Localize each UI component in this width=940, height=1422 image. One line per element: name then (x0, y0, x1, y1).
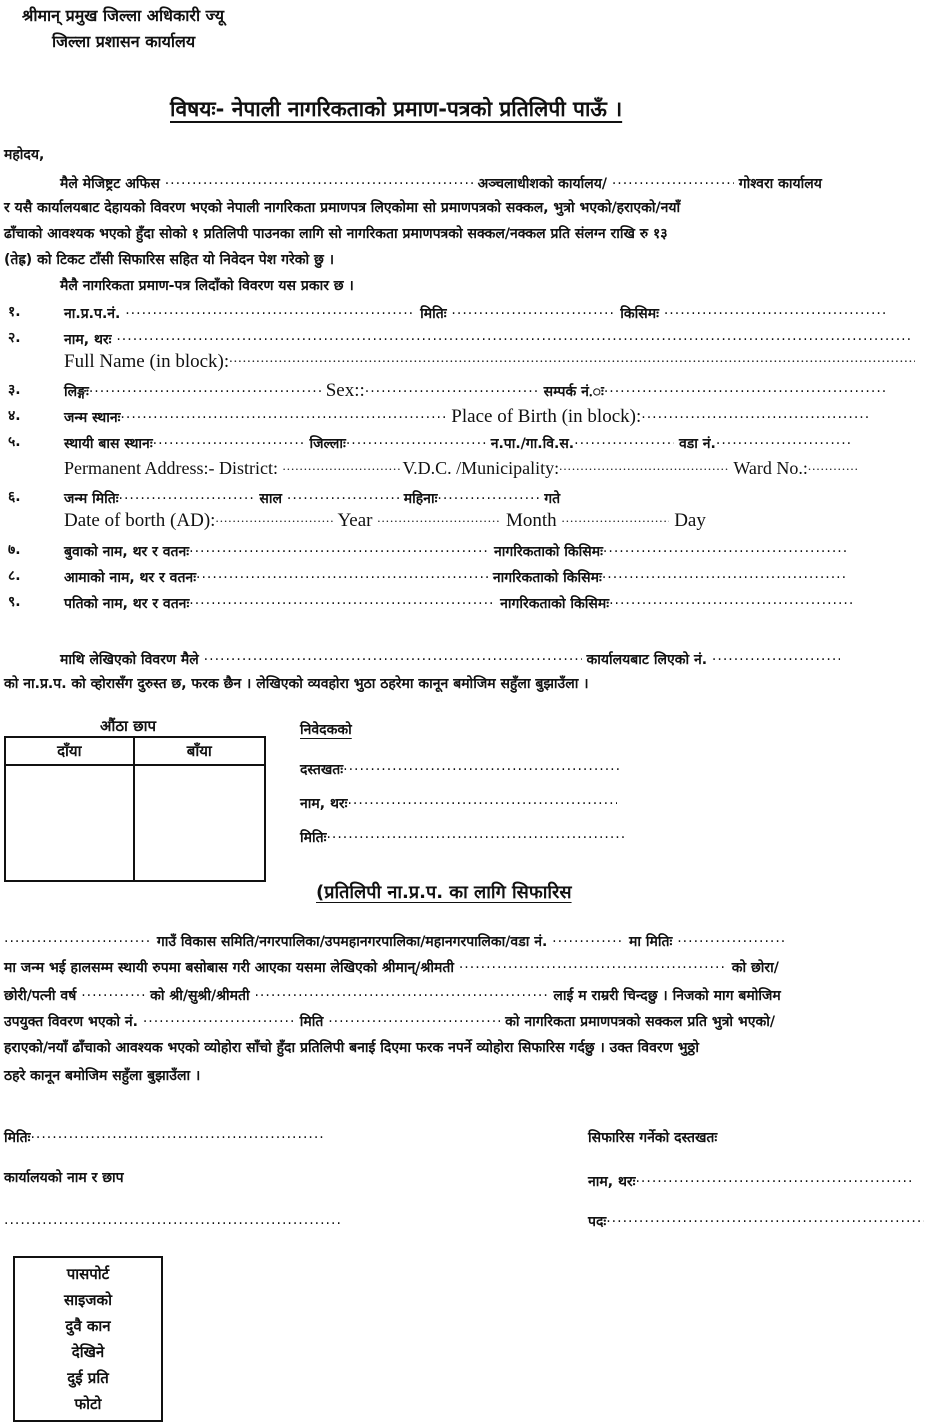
row-number: ३. (8, 382, 21, 398)
recommendation-line-5: हराएको/नयाँ ढाँचाको आवश्यक भएको व्योहोरा साँचो हुँदा प्रतिलिपी बनाई दिएमा फरक नपर्ने व्योहोरा सिफारिस गर्दछु । उक्त विवरण भुठ्ठो (4, 1040, 700, 1056)
contact-label: सम्पर्क नं.ः (543, 384, 604, 400)
vdc-field[interactable] (559, 458, 729, 474)
mother-citizenship-type-field[interactable] (602, 566, 848, 582)
row-number: २. (8, 330, 21, 346)
father-citizenship-type-label: नागरिकताको किसिमः (494, 544, 603, 560)
field-row-5-english (0, 458, 940, 482)
declaration-line-2: को ना.प्र.प. को व्होरासँग दुरुस्त छ, फरक छैन । लेखिएको व्यवहोरा भुठा ठहरेमा कानून बमोजिम सहुँला बुझाउँला । (4, 676, 589, 692)
intro-line-1 (60, 172, 822, 193)
husband-citizenship-type-field[interactable] (609, 592, 855, 608)
gender-field[interactable] (89, 380, 321, 396)
applicant-signature-label: दस्तखतः (300, 762, 344, 778)
right-thumb-header: दाँया (5, 737, 134, 765)
office-blank[interactable] (165, 172, 473, 188)
row-number: ४. (8, 408, 21, 424)
husband-field[interactable] (189, 592, 495, 608)
recommender-signature-label: सिफारिस गर्नेको दस्तखतः (588, 1130, 718, 1146)
applicant-name-label: नाम, थरः (300, 796, 348, 812)
year-field[interactable] (287, 487, 399, 503)
row-number: १. (8, 304, 21, 320)
day-label: गते (544, 491, 561, 507)
row-number: ९. (8, 594, 21, 610)
district-label: जिल्लाः (309, 436, 346, 452)
issuing-office-field[interactable] (204, 648, 582, 664)
field-row-2-english (0, 351, 940, 375)
field-row-9 (0, 592, 940, 616)
intro-line-2: र यसै कार्यालयबाट देहायको विवरण भएको नेपाली नागरिकता प्रमाणपत्र लिएकोमा सो प्रमाणपत्रको सक्कल, भुत्रो भएको/हराएको/नयाँ (4, 200, 681, 216)
full-name-field[interactable] (229, 351, 915, 367)
ad-day-label: Day (674, 510, 706, 531)
name-field[interactable] (116, 328, 911, 344)
applicant-date-field[interactable] (326, 826, 626, 842)
permanent-address-label: स्थायी बास स्थानः (64, 436, 153, 452)
photo-box[interactable] (13, 1256, 163, 1422)
rec-text-4b: मिति (299, 1014, 324, 1030)
office-stamp-row (4, 1212, 340, 1232)
applicant-date-label: मितिः (300, 830, 327, 846)
applicant-name-field[interactable] (347, 792, 617, 808)
field-row-8 (0, 566, 940, 590)
district-field[interactable] (346, 432, 486, 448)
recommender-name-field[interactable] (635, 1170, 913, 1186)
footer-date-field[interactable] (30, 1126, 326, 1142)
name-label: नाम, थरः (64, 332, 112, 348)
declaration-text-b: कार्यालयबाट लिएको नं. (586, 652, 708, 668)
year-label: साल (259, 491, 282, 507)
citizenship-type-field[interactable] (664, 302, 888, 318)
ad-month-field[interactable] (561, 510, 669, 526)
rec-issue-date-field[interactable] (328, 1010, 500, 1026)
rec-text-1a: गाउँ विकास समिति/नगरपालिका/उपमहानगरपालिका/महानगरपालिका/वडा नं. (156, 934, 548, 950)
rec-parent-field[interactable] (254, 984, 548, 1000)
permanent-district-label: Permanent Address:- District: (64, 458, 278, 478)
rec-text-4a: उपयुक्त विवरण भएको नं. (4, 1014, 138, 1030)
row-number: ८. (8, 568, 21, 584)
recommendation-line-1 (4, 930, 787, 951)
field-row-6 (0, 487, 940, 511)
full-name-label: Full Name (in block): (64, 351, 230, 372)
ward-field[interactable] (716, 432, 850, 448)
birthplace-field[interactable] (120, 406, 446, 422)
applicant-heading: निवेदकको (300, 722, 352, 738)
ad-month-label: Month (506, 510, 557, 531)
ad-year-field[interactable] (377, 510, 501, 526)
addressee-line-1: श्रीमान् प्रमुख जिल्ला अधिकारी ज्यू (22, 6, 225, 25)
recommendation-heading: (प्रतिलिपी ना.प्र.प. का लागि सिफारिस (316, 882, 572, 903)
recommender-post-row (588, 1210, 924, 1231)
rec-text-3a: छोरी/पत्नी वर्ष (4, 988, 77, 1004)
recommender-post-field[interactable] (606, 1210, 924, 1226)
row-number: ७. (8, 542, 21, 558)
recommendation-line-6: ठहरे कानून बमोजिम सहुँला बुझाउँला । (4, 1068, 201, 1084)
place-of-birth-field[interactable] (641, 406, 871, 422)
father-label: बुवाको नाम, थर र वतनः (64, 544, 190, 560)
rec-text-2b: को छोरा/ (731, 960, 779, 976)
thumbprint-title: औंठा छाप (100, 717, 157, 735)
field-row-4 (0, 406, 940, 430)
field-row-7 (0, 540, 940, 564)
field-row-6-english (0, 510, 940, 534)
husband-label: पतिको नाम, थर र वतनः (64, 596, 190, 612)
rec-date-field[interactable] (677, 930, 787, 946)
gender-label: लिङ्गः (64, 384, 89, 400)
type-label: किसिमः (620, 306, 659, 322)
intro-line-4: (तेह्र) को टिकट टाँसी सिफारिस सहित यो निवेदन पेश गरेको छु । (4, 252, 335, 268)
issued-number-field[interactable] (712, 648, 840, 664)
recommender-name-label: नाम, थरः (588, 1174, 636, 1190)
intro-line-3: ढाँचाको आवश्यक भएको हुँदा सोको १ प्रतिलिपी पाउनका लागि सो नागरिकता प्रमाणपत्रको सक्कल/नक्कल प्रति संलग्न राखि रु १३ (4, 226, 668, 242)
intro-text-b: अञ्चलाधीशको कार्यालय/ (477, 176, 607, 192)
father-citizenship-type-field[interactable] (603, 540, 849, 556)
applicant-signature-field[interactable] (343, 758, 621, 774)
place-of-birth-label: Place of Birth (in block): (451, 406, 642, 427)
ward-no-label: Ward No.: (733, 458, 808, 478)
issue-date-field[interactable] (451, 302, 615, 318)
recommender-name-row (588, 1170, 913, 1191)
rec-text-1b: मा मितिः (629, 934, 673, 950)
rec-text-3b: को श्री/सुश्री/श्रीमती (150, 988, 250, 1004)
office-stamp-field[interactable] (4, 1212, 340, 1228)
recommendation-line-3 (4, 984, 781, 1005)
municipality-field[interactable] (574, 432, 674, 448)
right-thumb-box[interactable] (5, 765, 134, 881)
dob-label: जन्म मितिः (64, 491, 119, 507)
zonal-office-blank[interactable] (612, 172, 734, 188)
declaration-text-a: माथि लेखिएको विवरण मैले (60, 652, 199, 668)
mother-field[interactable] (196, 566, 488, 582)
citizenship-number-field[interactable] (125, 302, 415, 318)
intro-line-5: मैलै नागरिकता प्रमाण-पत्र लिदाँको विवरण यस प्रकार छ । (60, 278, 354, 294)
declaration-line-1 (60, 648, 840, 669)
date-label: मितिः (420, 306, 447, 322)
rec-number-field[interactable] (143, 1010, 295, 1026)
photo-line-3: दुवै कान (65, 1317, 111, 1335)
intro-text-c: गोश्वरा कार्यालय (738, 176, 822, 192)
addressee-line-2: जिल्ला प्रशासन कार्यालय (52, 32, 196, 51)
dob-ad-field[interactable] (215, 510, 333, 526)
rec-age-field[interactable] (81, 984, 145, 1000)
vdc-label: V.D.C. /Municipality: (402, 458, 560, 478)
applicant-signature-row (300, 758, 621, 779)
applicant-date-row (300, 826, 626, 847)
ad-year-label: Year (337, 510, 373, 531)
birthplace-label: जन्म स्थानः (64, 410, 121, 426)
month-label: महिनाः (403, 491, 438, 507)
sex-field[interactable] (365, 380, 539, 396)
footer-date-label: मितिः (4, 1130, 31, 1146)
row-number: ५. (8, 434, 21, 450)
photo-line-2: साइजको (64, 1291, 112, 1309)
field-row-2 (0, 328, 940, 352)
photo-line-4: देखिने (71, 1343, 105, 1361)
subject-title: विषयः- नेपाली नागरिकताको प्रमाण-पत्रको प्रतिलिपी पाऊँ । (170, 97, 623, 121)
contact-number-field[interactable] (604, 380, 886, 396)
municipality-label: न.पा./गा.वि.स. (490, 436, 575, 452)
rec-person-field[interactable] (459, 956, 727, 972)
applicant-name-row (300, 792, 617, 813)
salutation: महोदय, (4, 147, 45, 163)
dob-ad-label: Date of borth (AD): (64, 510, 216, 531)
row-number: ६. (8, 489, 21, 505)
field-row-1 (0, 302, 940, 326)
rec-text-4c: को नागरिकता प्रमाणपत्रको सक्कल प्रति भुत्रो भएको/ (505, 1014, 775, 1030)
ward-no-field[interactable] (808, 458, 858, 474)
thumbprint-table (4, 736, 266, 882)
office-stamp-label: कार्यालयको नाम र छाप (4, 1170, 124, 1186)
intro-text-a: मैले मेजिष्ट्रट अफिस (60, 176, 160, 192)
sex-label: Sex:: (325, 380, 365, 401)
photo-line-6: फोटो (74, 1395, 102, 1413)
permanent-address-field[interactable] (153, 432, 305, 448)
mother-label: आमाको नाम, थर र वतनः (64, 570, 197, 586)
husband-citizenship-type-label: नागरिकताको किसिमः (500, 596, 610, 612)
photo-line-1: पासपोर्ट (66, 1265, 110, 1283)
rec-text-2a: मा जन्म भई हालसम्म स्थायी रुपमा बसोबास गरी आएका यसमा लेखिएको श्रीमान्/श्रीमती (4, 960, 454, 976)
dob-field[interactable] (119, 487, 255, 503)
citizenship-number-label: ना.प्र.प.नं. (64, 306, 121, 322)
left-thumb-header: बाँया (134, 737, 265, 765)
rec-text-3c: लाई म राम्ररी चिन्दछु । निजको माग बमोजिम (553, 988, 781, 1004)
father-field[interactable] (189, 540, 489, 556)
footer-date-row (4, 1126, 326, 1147)
mother-citizenship-type-label: नागरिकताको किसिमः (492, 570, 602, 586)
rec-ward-field[interactable] (552, 930, 624, 946)
recommendation-line-2 (4, 956, 779, 977)
field-row-5 (0, 432, 940, 456)
vdc-name-field[interactable] (4, 930, 152, 946)
recommender-post-label: पदः (588, 1214, 607, 1230)
recommendation-line-4 (4, 1010, 775, 1031)
left-thumb-box[interactable] (134, 765, 265, 881)
field-row-3 (0, 380, 940, 404)
photo-line-5: दुई प्रति (67, 1369, 109, 1387)
permanent-district-field[interactable] (282, 458, 402, 474)
ward-label: वडा नं. (679, 436, 716, 452)
month-field[interactable] (437, 487, 539, 503)
